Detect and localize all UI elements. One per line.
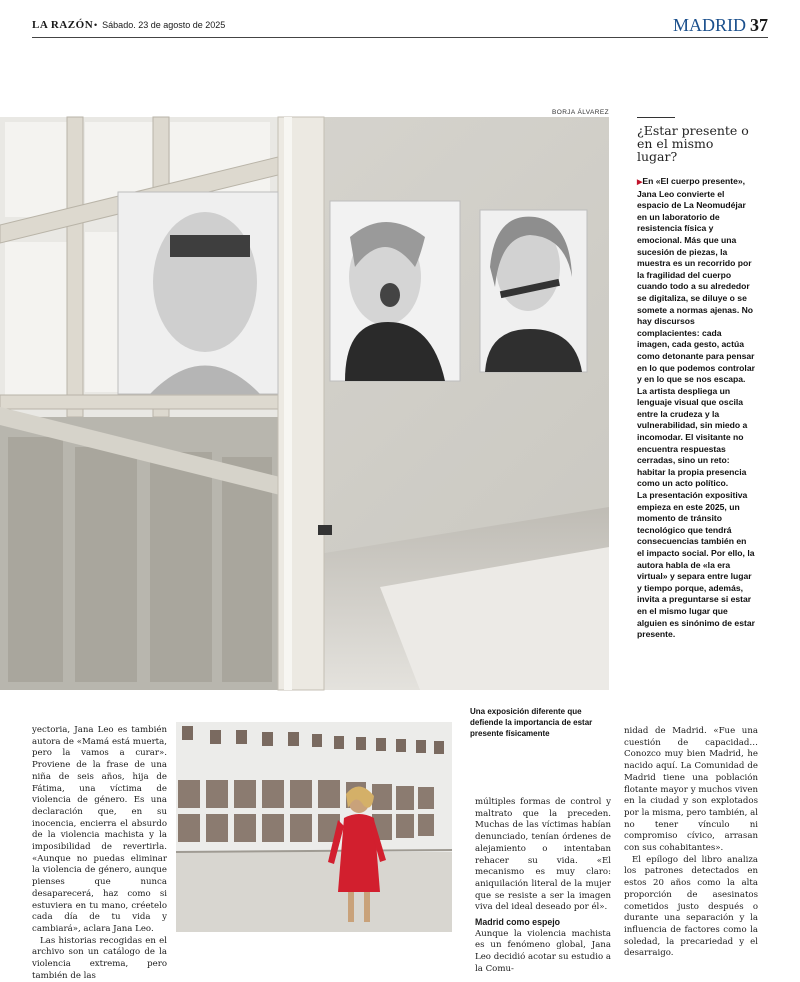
photo-credit: BORJA ÁLVAREZ [552,109,609,116]
column3-paragraph-1: múltiples formas de control y maltrato que la preceden. Muchas de las víctimas habían denunciado, tenían órdenes de alejamiento o intentaban rehacer su vida. «El mecanismo es muy claro: aniquilación literal de la mujer que se resiste a ser la imagen viva del ideal deseado por él». [475,797,611,913]
page-header [32,14,768,38]
article-column-3 [475,797,611,976]
sidebar-rule [637,117,675,118]
sidebar-paragraph-1-text: En «El cuerpo presente», Jana Leo convierte el espacio de La Neomudéjar en un laboratorio de resistencia física y emocional. Más que una sucesión de piezas, la muestra es un recorrido por la fragilidad del cuerpo cuando todo a su alrededor se digitaliza, se diluye o se somete a normas ajenas. No hay discursos complacientes: cada imagen, cada gesto, actúa como detonante para pensar en lo que podemos controlar y en lo que se nos escapa. La artista despliega un lenguaje visual que oscila entre la crudeza y la vulnerabilidad, sin miedo a incomodar. El visitante no encuentra respuestas cerradas, sino un reto: habitar la propia presencia como un acto político. [637,176,755,489]
column4-paragraph-1: nidad de Madrid. «Fue una cuestión de capacidad… Conozco muy bien Madrid, he nacido aquí. La Comunidad de Madrid tiene una población flotante mayor y muchos viven en la ciudad y son explotados por la misma, pero también, al no tener vínculo ni compromiso cívico, arrasan con sus cohabitantes». [624,726,758,854]
sidebar-paragraph-1 [637,176,755,490]
photo-caption: Una exposición diferente que defiende la importancia de estar presente físicamente [470,707,593,739]
sidebar-title: ¿Estar presente o en el mismo lugar? [637,123,749,164]
section-name: MADRID [672,15,746,35]
main-photo [0,117,609,690]
newspaper-brand: LA RAZÓN [32,19,94,31]
column3-paragraph-2: Aunque la violencia machista es un fenómeno global, Jana Leo decidió acotar su estudio a la Comu- [475,928,611,974]
red-triangle-icon: ▶ [637,179,643,186]
issue-date [94,20,225,30]
column4-paragraph-2: El epílogo del libro analiza los patrones detectados en estos 20 años como la alta proporción de asesinatos cometidos justo después o durante una separación y la influencia de factores como la soledad, la precariedad y el desarraigo. [624,854,758,959]
header-separator: • [94,20,98,30]
archive-photo [176,722,452,932]
issue-date-text: Sábado. 23 de agosto de 2025 [102,20,226,30]
subhead-madrid: Madrid como espejo [475,917,561,928]
sidebar-body [637,176,755,641]
page-number: 37 [750,15,768,35]
sidebar-paragraph-2: La presentación expositiva empieza en este 2025, un momento de tránsito tecnológico que tendrá consecuencias también en el impacto social. Por ello, la autora habla de «la era virtual» y separa entre lugar y tiempo porque, además, invita a preguntarse si estar en el mismo lugar que alguien es sinónimo de estar presente. [637,490,755,640]
column1-paragraph-1: yectoria, Jana Leo es también autora de «Mamá está muerta, pero la vamos a curar». Proviene de la frase de una niña de seis años, hija de Fátima, una víctima de violencia de género. Es una declaración que, en su inocencia, encierra el absurdo de la violencia machista y la imposibilidad de revertirla. «Aunque no puedas eliminar la violencia de género, aunque pienses que nunca desaparecerá, haz como si estuviera en tu mano, créetelo cada día de tu vida y cambiará», aclara Jana Leo. [32,725,167,934]
article-column-4 [624,726,758,960]
exhibition-photo-illustration [0,117,609,690]
column1-paragraph-2: Las historias recogidas en el archivo son un catálogo de la violencia extrema, pero también de las [32,935,167,981]
article-column-1 [32,725,167,982]
archive-photo-illustration [176,722,452,932]
